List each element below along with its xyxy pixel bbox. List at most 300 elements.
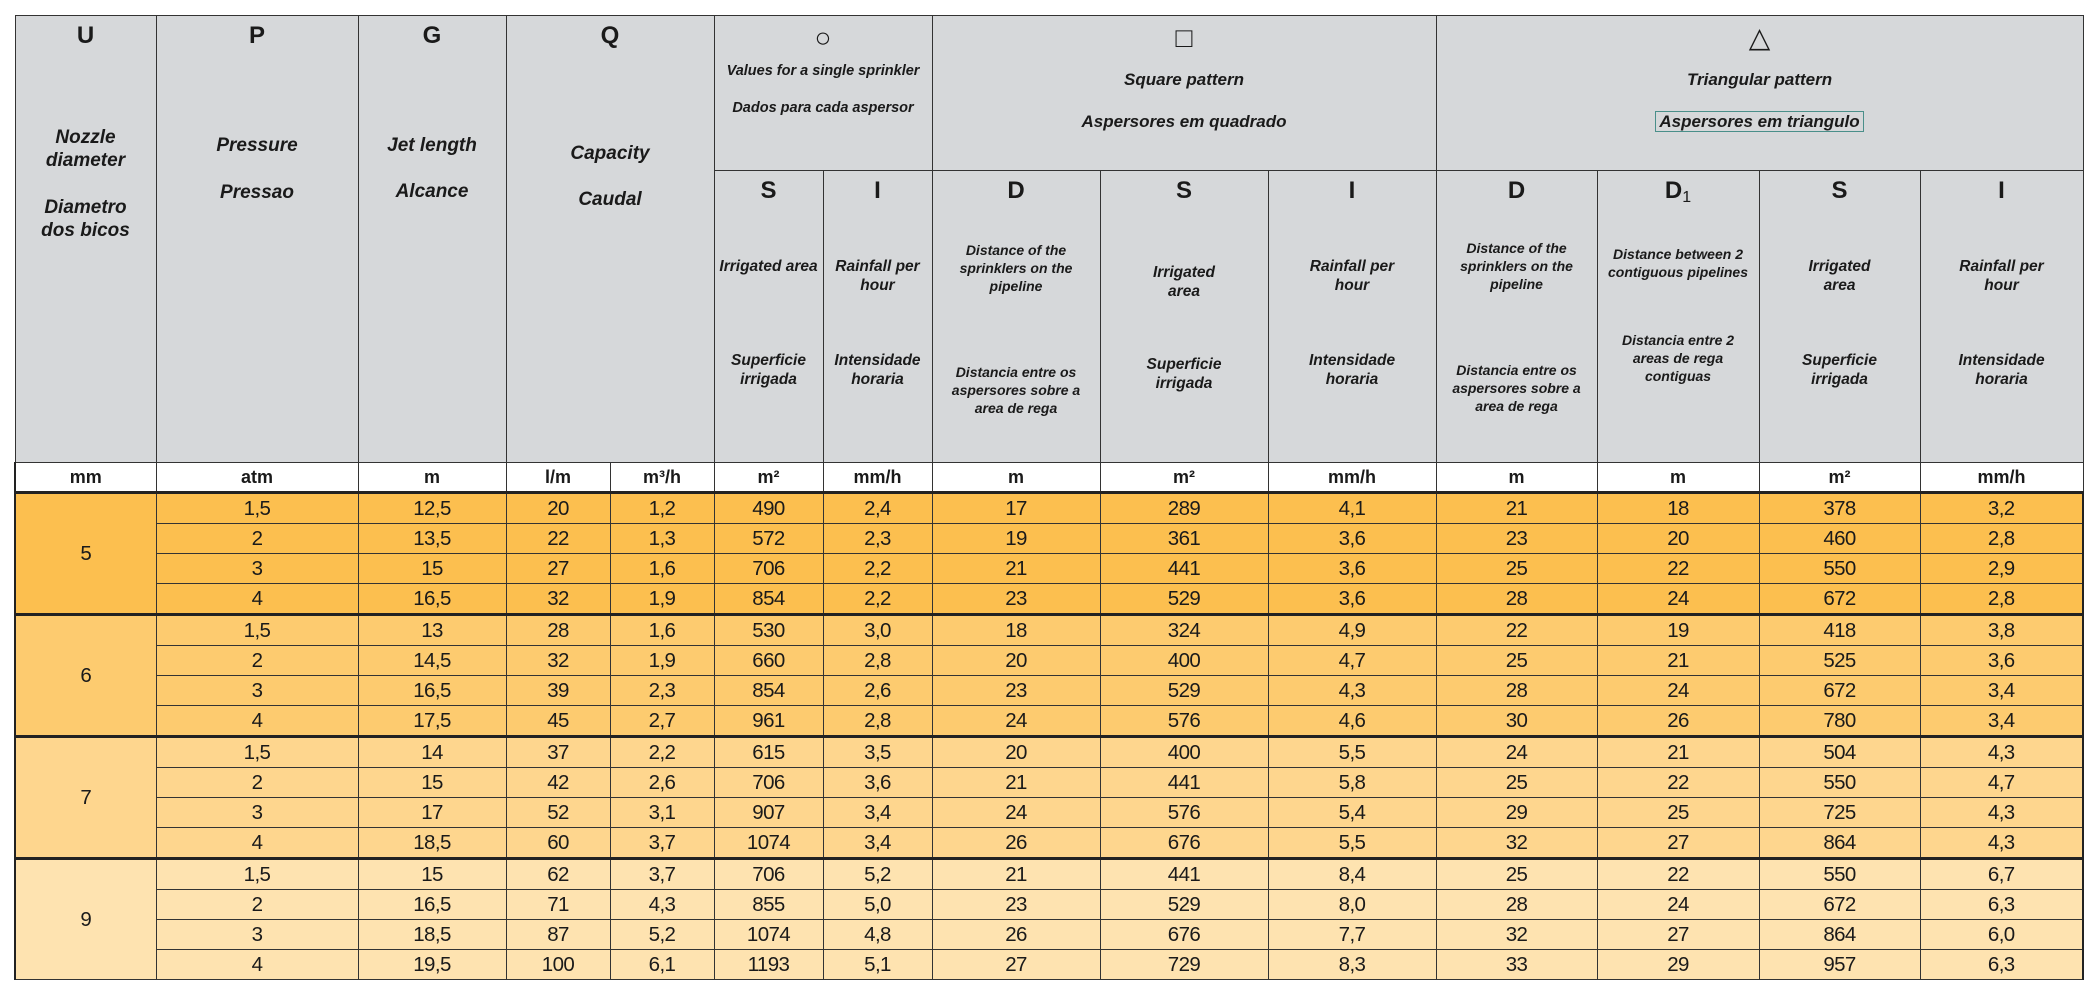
header-pressure-pt: Pressao (220, 182, 294, 203)
cell-triangle-d1: 18 (1597, 493, 1759, 524)
cell-single-rainfall: 5,1 (823, 950, 932, 980)
unit-capacity-m3h: m³/h (610, 463, 714, 493)
nozzle-diameter-cell: 6 (15, 615, 156, 737)
cell-triangle-distance: 22 (1436, 615, 1597, 646)
cell-capacity-lm: 32 (506, 646, 610, 676)
cell-triangle-rainfall: 2,9 (1920, 554, 2083, 584)
cell-triangle-d1: 19 (1597, 615, 1759, 646)
cell-jet-length: 18,5 (358, 828, 506, 859)
cell-square-rainfall: 5,5 (1268, 828, 1436, 859)
cell-square-rainfall: 3,6 (1268, 584, 1436, 615)
cell-single-rainfall: 2,2 (823, 584, 932, 615)
cell-single-rainfall: 2,2 (823, 554, 932, 584)
cell-square-area: 529 (1100, 890, 1268, 920)
cell-square-area: 361 (1100, 524, 1268, 554)
cell-capacity-m3h: 2,6 (610, 768, 714, 798)
cell-square-rainfall: 3,6 (1268, 524, 1436, 554)
header-letter-i: I (1348, 177, 1356, 204)
cell-single-rainfall: 4,8 (823, 920, 932, 950)
cell-jet-length: 12,5 (358, 493, 506, 524)
unit-nozzle: mm (15, 463, 156, 493)
cell-single-area: 572 (714, 524, 823, 554)
header-letter-p: P (248, 22, 265, 49)
nozzle-diameter-cell: 5 (15, 493, 156, 615)
cell-jet-length: 16,5 (358, 584, 506, 615)
cell-single-rainfall: 2,8 (823, 646, 932, 676)
cell-square-area: 576 (1100, 798, 1268, 828)
cell-square-area: 676 (1100, 828, 1268, 859)
header-square-pt: Aspersores em quadrado (1081, 112, 1287, 131)
unit-jet-length: m (358, 463, 506, 493)
header-pressure (156, 16, 358, 463)
cell-pressure: 3 (156, 676, 358, 706)
header-triangle-s-en: Irrigated area (1808, 258, 1871, 294)
cell-capacity-lm: 60 (506, 828, 610, 859)
cell-triangle-rainfall: 2,8 (1920, 584, 2083, 615)
cell-square-rainfall: 5,4 (1268, 798, 1436, 828)
cell-square-rainfall: 5,8 (1268, 768, 1436, 798)
cell-triangle-area: 672 (1759, 676, 1920, 706)
cell-square-rainfall: 8,0 (1268, 890, 1436, 920)
cell-triangle-distance: 28 (1436, 676, 1597, 706)
cell-capacity-lm: 87 (506, 920, 610, 950)
cell-square-area: 529 (1100, 584, 1268, 615)
cell-triangle-area: 550 (1759, 554, 1920, 584)
header-triangle-i-en: Rainfall per hour (1959, 258, 2044, 294)
cell-capacity-lm: 28 (506, 615, 610, 646)
cell-triangle-area: 378 (1759, 493, 1920, 524)
cell-triangle-distance: 28 (1436, 890, 1597, 920)
unit-square-i: mm/h (1268, 463, 1436, 493)
cell-triangle-distance: 25 (1436, 554, 1597, 584)
cell-square-rainfall: 4,9 (1268, 615, 1436, 646)
sprinkler-table-wrapper (14, 15, 2084, 980)
cell-single-area: 907 (714, 798, 823, 828)
header-jet-en: Jet length (387, 135, 477, 156)
cell-square-area: 289 (1100, 493, 1268, 524)
cell-square-distance: 27 (932, 950, 1100, 980)
cell-triangle-area: 550 (1759, 768, 1920, 798)
cell-capacity-lm: 52 (506, 798, 610, 828)
header-letter-s: S (1831, 177, 1848, 204)
cell-triangle-distance: 25 (1436, 768, 1597, 798)
table-row (15, 768, 2083, 798)
cell-jet-length: 17,5 (358, 706, 506, 737)
header-letter-d1-subscript: 1 (1682, 189, 1692, 206)
header-square-en: Square pattern (1124, 70, 1244, 89)
square-icon: □ (1175, 22, 1193, 53)
cell-square-distance: 21 (932, 768, 1100, 798)
header-letter-s: S (1175, 177, 1192, 204)
cell-capacity-m3h: 6,1 (610, 950, 714, 980)
table-row (15, 646, 2083, 676)
header-pressure-en: Pressure (216, 135, 298, 156)
table-row (15, 890, 2083, 920)
header-single-i-pt: Intensidade horaria (834, 352, 921, 388)
cell-square-area: 729 (1100, 950, 1268, 980)
cell-triangle-rainfall: 6,3 (1920, 890, 2083, 920)
cell-triangle-area: 460 (1759, 524, 1920, 554)
cell-triangle-rainfall: 3,2 (1920, 493, 2083, 524)
header-single-en: Values for a single sprinkler (726, 63, 920, 79)
cell-capacity-m3h: 1,9 (610, 584, 714, 615)
header-letter-i: I (1998, 177, 2005, 204)
header-letter-s: S (760, 177, 777, 204)
cell-capacity-lm: 39 (506, 676, 610, 706)
unit-single-s: m² (714, 463, 823, 493)
table-row (15, 828, 2083, 859)
cell-triangle-d1: 22 (1597, 859, 1759, 890)
unit-capacity-lm: l/m (506, 463, 610, 493)
unit-square-d: m (932, 463, 1100, 493)
header-letter-d1: D (1664, 177, 1683, 204)
table-row (15, 584, 2083, 615)
header-square-s-en: Irrigated area (1152, 264, 1215, 300)
cell-square-rainfall: 7,7 (1268, 920, 1436, 950)
unit-triangle-d1: m (1597, 463, 1759, 493)
cell-triangle-area: 525 (1759, 646, 1920, 676)
cell-square-area: 441 (1100, 554, 1268, 584)
cell-square-rainfall: 8,3 (1268, 950, 1436, 980)
cell-triangle-area: 418 (1759, 615, 1920, 646)
cell-single-rainfall: 2,6 (823, 676, 932, 706)
cell-single-area: 1074 (714, 828, 823, 859)
header-single-sprinkler (714, 16, 932, 171)
cell-square-area: 676 (1100, 920, 1268, 950)
cell-capacity-lm: 100 (506, 950, 610, 980)
table-row (15, 524, 2083, 554)
cell-capacity-lm: 20 (506, 493, 610, 524)
cell-triangle-d1: 26 (1597, 706, 1759, 737)
cell-square-rainfall: 3,6 (1268, 554, 1436, 584)
unit-square-s: m² (1100, 463, 1268, 493)
cell-square-distance: 21 (932, 859, 1100, 890)
header-capacity-en: Capacity (570, 143, 650, 164)
cell-triangle-rainfall: 3,4 (1920, 676, 2083, 706)
cell-square-distance: 20 (932, 737, 1100, 768)
cell-single-area: 706 (714, 554, 823, 584)
cell-triangle-area: 725 (1759, 798, 1920, 828)
cell-triangle-d1: 22 (1597, 768, 1759, 798)
cell-square-area: 400 (1100, 737, 1268, 768)
cell-single-rainfall: 3,4 (823, 828, 932, 859)
cell-triangle-d1: 27 (1597, 828, 1759, 859)
cell-pressure: 2 (156, 524, 358, 554)
header-letter-i: I (874, 177, 881, 204)
header-nozzle-en: Nozzle diameter (45, 127, 126, 171)
cell-triangle-d1: 27 (1597, 920, 1759, 950)
cell-pressure: 1,5 (156, 493, 358, 524)
table-row (15, 920, 2083, 950)
cell-square-rainfall: 4,7 (1268, 646, 1436, 676)
cell-capacity-lm: 71 (506, 890, 610, 920)
cell-square-rainfall: 4,1 (1268, 493, 1436, 524)
cell-pressure: 2 (156, 768, 358, 798)
cell-triangle-distance: 24 (1436, 737, 1597, 768)
cell-triangle-distance: 30 (1436, 706, 1597, 737)
header-capacity (506, 16, 714, 463)
header-square-pattern (932, 16, 1436, 171)
cell-jet-length: 15 (358, 768, 506, 798)
cell-triangle-rainfall: 3,6 (1920, 646, 2083, 676)
table-row (15, 798, 2083, 828)
cell-square-distance: 23 (932, 890, 1100, 920)
cell-single-rainfall: 2,3 (823, 524, 932, 554)
cell-jet-length: 14,5 (358, 646, 506, 676)
cell-single-area: 854 (714, 676, 823, 706)
cell-triangle-distance: 32 (1436, 920, 1597, 950)
cell-triangle-d1: 20 (1597, 524, 1759, 554)
cell-pressure: 3 (156, 798, 358, 828)
cell-jet-length: 16,5 (358, 890, 506, 920)
cell-single-area: 1193 (714, 950, 823, 980)
header-square-d-en: Distance of the sprinklers on the pipeline (959, 242, 1073, 294)
cell-square-area: 529 (1100, 676, 1268, 706)
cell-single-rainfall: 3,0 (823, 615, 932, 646)
cell-triangle-d1: 24 (1597, 584, 1759, 615)
cell-single-rainfall: 5,0 (823, 890, 932, 920)
cell-square-rainfall: 4,6 (1268, 706, 1436, 737)
header-square-s-pt: Superficie irrigada (1146, 356, 1222, 392)
cell-triangle-d1: 24 (1597, 676, 1759, 706)
cell-jet-length: 17 (358, 798, 506, 828)
cell-pressure: 2 (156, 890, 358, 920)
cell-square-rainfall: 4,3 (1268, 676, 1436, 706)
cell-triangle-rainfall: 2,8 (1920, 524, 2083, 554)
header-triangle-i-pt: Intensidade horaria (1958, 352, 2045, 388)
cell-triangle-distance: 23 (1436, 524, 1597, 554)
header-triangle-i (1920, 171, 2083, 463)
cell-triangle-area: 550 (1759, 859, 1920, 890)
cell-triangle-d1: 29 (1597, 950, 1759, 980)
header-triangle-d (1436, 171, 1597, 463)
cell-pressure: 2 (156, 646, 358, 676)
cell-single-area: 706 (714, 768, 823, 798)
cell-triangle-rainfall: 6,3 (1920, 950, 2083, 980)
cell-single-rainfall: 3,4 (823, 798, 932, 828)
cell-triangle-d1: 22 (1597, 554, 1759, 584)
header-triangular-pattern (1436, 16, 2083, 171)
cell-triangle-distance: 29 (1436, 798, 1597, 828)
cell-pressure: 4 (156, 950, 358, 980)
header-triangle-pt: Aspersores em triangulo (1655, 111, 1863, 132)
cell-jet-length: 19,5 (358, 950, 506, 980)
cell-triangle-rainfall: 3,4 (1920, 706, 2083, 737)
table-row (15, 554, 2083, 584)
unit-triangle-i: mm/h (1920, 463, 2083, 493)
table-row (15, 493, 2083, 524)
unit-pressure: atm (156, 463, 358, 493)
nozzle-diameter-cell: 9 (15, 859, 156, 980)
cell-capacity-lm: 27 (506, 554, 610, 584)
header-single-s-en: Irrigated area (719, 258, 818, 275)
cell-capacity-m3h: 1,6 (610, 554, 714, 584)
header-letter-u: U (76, 22, 95, 49)
cell-triangle-area: 864 (1759, 828, 1920, 859)
cell-pressure: 1,5 (156, 859, 358, 890)
cell-triangle-distance: 33 (1436, 950, 1597, 980)
cell-triangle-rainfall: 4,7 (1920, 768, 2083, 798)
cell-pressure: 1,5 (156, 615, 358, 646)
cell-capacity-m3h: 1,2 (610, 493, 714, 524)
cell-capacity-lm: 37 (506, 737, 610, 768)
header-jet-length (358, 16, 506, 463)
cell-capacity-m3h: 3,1 (610, 798, 714, 828)
header-letter-d: D (1507, 177, 1526, 204)
cell-jet-length: 18,5 (358, 920, 506, 950)
cell-square-distance: 19 (932, 524, 1100, 554)
cell-single-area: 660 (714, 646, 823, 676)
nozzle-diameter-cell: 7 (15, 737, 156, 859)
header-single-i-en: Rainfall per hour (835, 258, 920, 294)
cell-triangle-distance: 28 (1436, 584, 1597, 615)
cell-capacity-m3h: 3,7 (610, 828, 714, 859)
cell-triangle-area: 504 (1759, 737, 1920, 768)
cell-jet-length: 16,5 (358, 676, 506, 706)
header-single-s-pt: Superficie irrigada (731, 352, 806, 388)
header-triangle-d-en: Distance of the sprinklers on the pipeline (1460, 240, 1573, 292)
cell-single-area: 854 (714, 584, 823, 615)
header-triangle-d1-en: Distance between 2 contiguous pipelines (1608, 246, 1749, 280)
cell-single-area: 961 (714, 706, 823, 737)
cell-square-distance: 23 (932, 584, 1100, 615)
cell-jet-length: 15 (358, 554, 506, 584)
cell-jet-length: 13,5 (358, 524, 506, 554)
cell-single-area: 1074 (714, 920, 823, 950)
cell-capacity-lm: 62 (506, 859, 610, 890)
triangle-icon: △ (1748, 22, 1771, 53)
cell-pressure: 4 (156, 706, 358, 737)
header-capacity-pt: Caudal (578, 189, 642, 210)
cell-square-distance: 23 (932, 676, 1100, 706)
table-header (15, 16, 2083, 493)
table-body (15, 493, 2083, 980)
header-triangle-en: Triangular pattern (1686, 70, 1833, 89)
table-row (15, 950, 2083, 980)
cell-triangle-area: 672 (1759, 890, 1920, 920)
units-row (15, 463, 2083, 493)
cell-square-area: 576 (1100, 706, 1268, 737)
header-triangle-d1 (1597, 171, 1759, 463)
cell-capacity-m3h: 2,2 (610, 737, 714, 768)
cell-triangle-rainfall: 6,7 (1920, 859, 2083, 890)
cell-square-area: 441 (1100, 859, 1268, 890)
cell-pressure: 4 (156, 828, 358, 859)
header-square-i (1268, 171, 1436, 463)
cell-capacity-m3h: 1,9 (610, 646, 714, 676)
header-square-i-en: Rainfall per hour (1309, 258, 1395, 294)
cell-square-rainfall: 8,4 (1268, 859, 1436, 890)
header-letter-g: G (422, 22, 442, 49)
table-row (15, 737, 2083, 768)
cell-capacity-m3h: 3,7 (610, 859, 714, 890)
unit-single-i: mm/h (823, 463, 932, 493)
cell-triangle-d1: 21 (1597, 737, 1759, 768)
cell-single-area: 490 (714, 493, 823, 524)
cell-capacity-m3h: 2,7 (610, 706, 714, 737)
header-triangle-d-pt: Distancia entre os aspersores sobre a area de rega (1452, 362, 1581, 414)
unit-triangle-s: m² (1759, 463, 1920, 493)
cell-single-area: 706 (714, 859, 823, 890)
cell-square-distance: 26 (932, 828, 1100, 859)
cell-single-area: 855 (714, 890, 823, 920)
cell-triangle-distance: 32 (1436, 828, 1597, 859)
cell-capacity-lm: 42 (506, 768, 610, 798)
cell-single-area: 615 (714, 737, 823, 768)
cell-pressure: 1,5 (156, 737, 358, 768)
table-row (15, 676, 2083, 706)
header-triangle-s (1759, 171, 1920, 463)
header-square-d-pt: Distancia entre os aspersores sobre a area de rega (951, 364, 1081, 416)
cell-capacity-lm: 32 (506, 584, 610, 615)
cell-square-area: 324 (1100, 615, 1268, 646)
cell-triangle-area: 672 (1759, 584, 1920, 615)
cell-capacity-lm: 22 (506, 524, 610, 554)
cell-square-distance: 20 (932, 646, 1100, 676)
header-triangle-s-pt: Superficie irrigada (1802, 352, 1877, 388)
header-nozzle-diameter (15, 16, 156, 463)
cell-triangle-rainfall: 4,3 (1920, 798, 2083, 828)
table-row (15, 859, 2083, 890)
cell-single-rainfall: 2,8 (823, 706, 932, 737)
cell-capacity-m3h: 5,2 (610, 920, 714, 950)
header-letter-d: D (1007, 177, 1025, 204)
cell-triangle-rainfall: 3,8 (1920, 615, 2083, 646)
cell-triangle-d1: 21 (1597, 646, 1759, 676)
circle-icon: ○ (814, 22, 832, 53)
cell-triangle-area: 957 (1759, 950, 1920, 980)
cell-triangle-distance: 21 (1436, 493, 1597, 524)
header-nozzle-pt: Diametro dos bicos (41, 197, 130, 241)
cell-triangle-area: 780 (1759, 706, 1920, 737)
cell-square-area: 400 (1100, 646, 1268, 676)
cell-jet-length: 14 (358, 737, 506, 768)
cell-square-distance: 18 (932, 615, 1100, 646)
cell-triangle-distance: 25 (1436, 646, 1597, 676)
cell-triangle-area: 864 (1759, 920, 1920, 950)
unit-triangle-d: m (1436, 463, 1597, 493)
cell-pressure: 3 (156, 554, 358, 584)
header-triangle-d1-pt: Distancia entre 2 areas de rega contiguas (1621, 332, 1735, 384)
cell-triangle-rainfall: 4,3 (1920, 828, 2083, 859)
cell-square-distance: 24 (932, 798, 1100, 828)
cell-capacity-m3h: 4,3 (610, 890, 714, 920)
cell-pressure: 4 (156, 584, 358, 615)
header-square-i-pt: Intensidade horaria (1308, 352, 1396, 388)
cell-square-distance: 21 (932, 554, 1100, 584)
cell-single-area: 530 (714, 615, 823, 646)
cell-single-rainfall: 3,6 (823, 768, 932, 798)
cell-jet-length: 13 (358, 615, 506, 646)
cell-single-rainfall: 3,5 (823, 737, 932, 768)
cell-square-area: 441 (1100, 768, 1268, 798)
cell-square-rainfall: 5,5 (1268, 737, 1436, 768)
table-row (15, 615, 2083, 646)
table-row (15, 706, 2083, 737)
header-single-pt: Dados para cada aspersor (732, 100, 914, 116)
cell-single-rainfall: 2,4 (823, 493, 932, 524)
cell-capacity-lm: 45 (506, 706, 610, 737)
cell-square-distance: 24 (932, 706, 1100, 737)
cell-square-distance: 17 (932, 493, 1100, 524)
sprinkler-performance-table (14, 15, 2084, 980)
cell-triangle-rainfall: 4,3 (1920, 737, 2083, 768)
cell-single-rainfall: 5,2 (823, 859, 932, 890)
cell-triangle-d1: 25 (1597, 798, 1759, 828)
cell-jet-length: 15 (358, 859, 506, 890)
header-square-d (932, 171, 1100, 463)
header-single-i (823, 171, 932, 463)
